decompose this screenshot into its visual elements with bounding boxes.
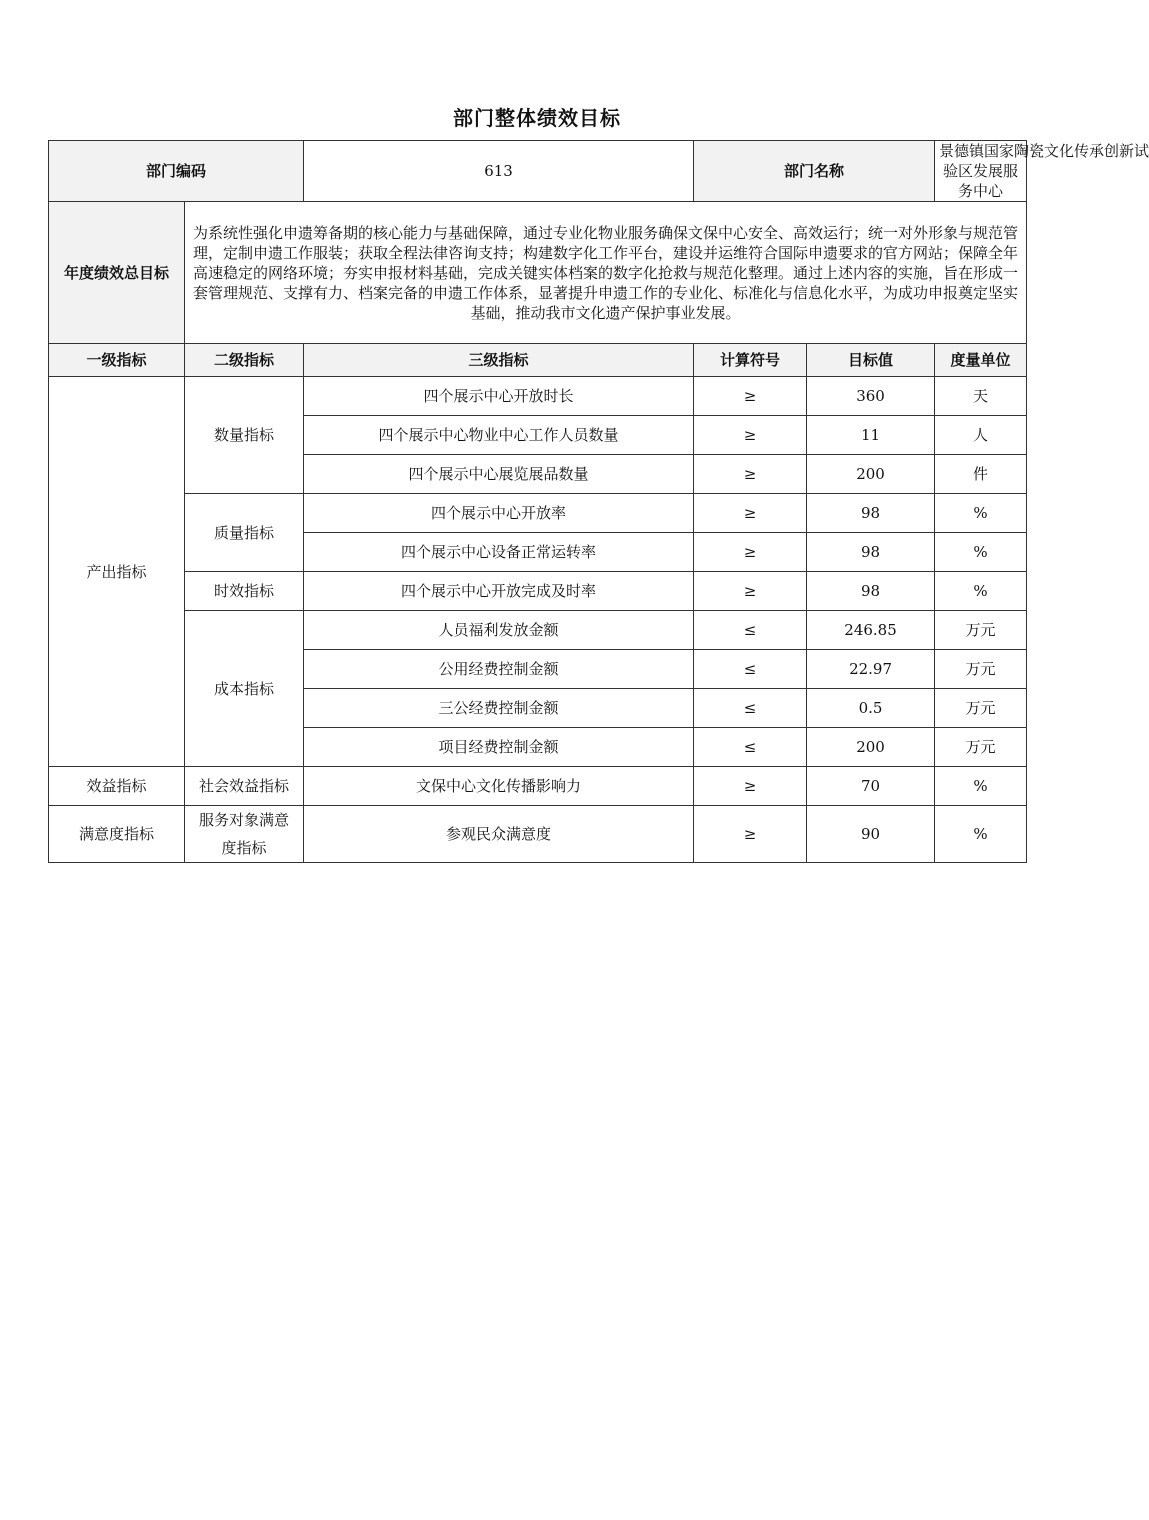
level2-quantity: 数量指标	[185, 377, 304, 494]
indicator-cell: 参观民众满意度	[304, 806, 694, 863]
unit-cell: 万元	[935, 728, 1027, 767]
unit-cell: 人	[935, 416, 1027, 455]
dept-code-label: 部门编码	[49, 141, 304, 202]
target-cell: 360	[807, 377, 935, 416]
col-header-target: 目标值	[807, 344, 935, 377]
col-header-level3: 三级指标	[304, 344, 694, 377]
target-cell: 11	[807, 416, 935, 455]
level2-cost: 成本指标	[185, 611, 304, 767]
department-info-row	[49, 141, 1027, 202]
symbol-cell: ≤	[694, 728, 807, 767]
table-row	[49, 767, 1027, 806]
table-row	[49, 611, 1027, 650]
indicator-cell: 公用经费控制金额	[304, 650, 694, 689]
table-row	[49, 806, 1027, 863]
level2-service-satisfaction-line-1: 服务对象满意	[199, 811, 290, 829]
dept-name-line-2: 验区发展服务中心	[943, 162, 1019, 200]
unit-cell: %	[935, 806, 1027, 863]
level2-timeliness: 时效指标	[185, 572, 304, 611]
level2-quality: 质量指标	[185, 494, 304, 572]
level2-service-satisfaction	[185, 806, 304, 863]
annual-goal-label: 年度绩效总目标	[49, 202, 185, 344]
unit-cell: 件	[935, 455, 1027, 494]
annual-goal-row	[49, 202, 1027, 344]
target-cell: 200	[807, 455, 935, 494]
indicator-cell: 项目经费控制金额	[304, 728, 694, 767]
target-cell: 246.85	[807, 611, 935, 650]
symbol-cell: ≥	[694, 533, 807, 572]
col-header-unit: 度量单位	[935, 344, 1027, 377]
unit-cell: %	[935, 572, 1027, 611]
symbol-cell: ≥	[694, 767, 807, 806]
performance-target-table	[48, 140, 1149, 863]
indicator-cell: 人员福利发放金额	[304, 611, 694, 650]
symbol-cell: ≥	[694, 572, 807, 611]
unit-cell: 万元	[935, 689, 1027, 728]
level2-social-benefit: 社会效益指标	[185, 767, 304, 806]
unit-cell: %	[935, 767, 1027, 806]
col-header-symbol: 计算符号	[694, 344, 807, 377]
indicator-cell: 四个展示中心展览展品数量	[304, 455, 694, 494]
table-row	[49, 494, 1027, 533]
dept-code-value: 613	[304, 141, 694, 202]
indicator-cell: 三公经费控制金额	[304, 689, 694, 728]
col-header-level2: 二级指标	[185, 344, 304, 377]
target-cell: 90	[807, 806, 935, 863]
indicator-cell: 四个展示中心开放完成及时率	[304, 572, 694, 611]
dept-name-line-1: 景德镇国家陶瓷文化传承创新试	[939, 142, 1149, 160]
symbol-cell: ≥	[694, 806, 807, 863]
indicator-cell: 四个展示中心开放时长	[304, 377, 694, 416]
target-cell: 98	[807, 494, 935, 533]
level1-output: 产出指标	[49, 377, 185, 767]
level1-satisfaction: 满意度指标	[49, 806, 185, 863]
column-header-row	[49, 344, 1027, 377]
unit-cell: 万元	[935, 611, 1027, 650]
target-cell: 0.5	[807, 689, 935, 728]
level1-benefit: 效益指标	[49, 767, 185, 806]
table-row	[49, 377, 1027, 416]
annual-goal-text: 为系统性强化申遗筹备期的核心能力与基础保障，通过专业化物业服务确保文保中心安全、高效运行；统一对外形象与规范管理，定制申遗工作服装；获取全程法律咨询支持；构建数字化工作平台，建设并运维符合国际申遗要求的官方网站；保障全年高速稳定的网络环境；夯实申报材料基础，完成关键实体档案的数字化抢救与规范化整理。通过上述内容的实施，旨在形成一套管理规范、支撑有力、档案完备的申遗工作体系，显著提升申遗工作的专业化、标准化与信息化水平，为成功申报奠定坚实基础，推动我市文化遗产保护事业发展。	[185, 202, 1027, 344]
dept-name-value	[935, 141, 1149, 202]
symbol-cell: ≥	[694, 494, 807, 533]
symbol-cell: ≤	[694, 611, 807, 650]
unit-cell: %	[935, 533, 1027, 572]
col-header-level1: 一级指标	[49, 344, 185, 377]
indicator-cell: 四个展示中心开放率	[304, 494, 694, 533]
page-title: 部门整体绩效目标	[453, 106, 621, 130]
target-cell: 98	[807, 533, 935, 572]
indicator-cell: 文保中心文化传播影响力	[304, 767, 694, 806]
unit-cell: 天	[935, 377, 1027, 416]
target-cell: 98	[807, 572, 935, 611]
table-row	[49, 572, 1027, 611]
indicator-cell: 四个展示中心物业中心工作人员数量	[304, 416, 694, 455]
symbol-cell: ≥	[694, 377, 807, 416]
target-cell: 22.97	[807, 650, 935, 689]
target-cell: 70	[807, 767, 935, 806]
unit-cell: 万元	[935, 650, 1027, 689]
dept-name-label: 部门名称	[694, 141, 935, 202]
indicator-cell: 四个展示中心设备正常运转率	[304, 533, 694, 572]
level2-service-satisfaction-line-2: 度指标	[221, 839, 267, 857]
symbol-cell: ≤	[694, 689, 807, 728]
symbol-cell: ≤	[694, 650, 807, 689]
symbol-cell: ≥	[694, 416, 807, 455]
target-cell: 200	[807, 728, 935, 767]
symbol-cell: ≥	[694, 455, 807, 494]
unit-cell: %	[935, 494, 1027, 533]
